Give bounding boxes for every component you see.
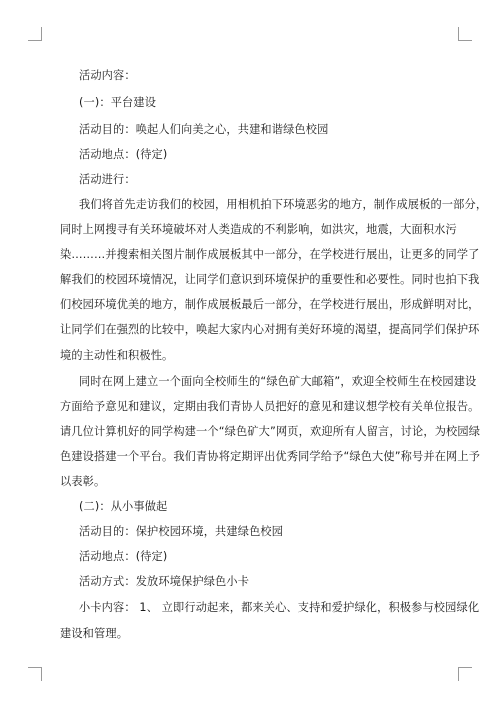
paragraph-2-line-3: 请几位计算机好的同学构建一个“绿色矿大”网页，欢迎所有人留言，讨论，为校园绿 (60, 425, 481, 438)
card-content-line-1: 小卡内容： 1、 立即行动起来，都来关心、支持和爱护绿化，积极参与校园绿化 (79, 601, 480, 614)
section-heading: 活动内容： (79, 69, 136, 82)
paragraph-2-line-2: 方面给予意见和建议，定期由我们青协人员把好的意见和建议想学校有关单位报告。 (60, 400, 480, 413)
crop-mark-bottom-right-v (458, 667, 459, 681)
crop-mark-top-left-v (41, 27, 42, 41)
paragraph-1-line-5: 们校园环境优美的地方，制作成展板最后一部分，在学校进行展出，形成鲜明对比， (60, 298, 480, 311)
paragraph-1-line-4: 解我们的校园环境情况，让同学们意识到环境保护的重要性和必要性。同时也拍下我 (60, 273, 480, 286)
crop-mark-top-right-v (458, 27, 459, 41)
paragraph-2-line-5: 以表彰。 (60, 475, 106, 488)
activity-location-1: 活动地点：(待定) (79, 148, 168, 161)
subsection-heading-2: (二)：从小事做起 (79, 500, 168, 513)
crop-mark-bottom-left-v (41, 667, 42, 681)
crop-mark-bottom-left-h (28, 667, 42, 668)
activity-purpose-2: 活动目的：保护校园环境，共建绿色校园 (79, 525, 284, 538)
crop-mark-top-left-h (28, 40, 42, 41)
paragraph-2-line-4: 色建设搭建一个平台。我们青协将定期评出优秀同学给予“绿色大使”称号并在网上予 (60, 450, 481, 463)
paragraph-1-line-6: 让同学们在强烈的比较中，唤起大家内心对拥有美好环境的渴望，提高同学们保护环 (60, 323, 480, 336)
paragraph-1-line-1: 我们将首先走访我们的校园，用相机拍下环境恶劣的地方，制作成展板的一部分， (79, 198, 488, 211)
subsection-heading-1: (一)：平台建设 (79, 96, 157, 109)
activity-progress-label: 活动进行： (79, 173, 136, 186)
card-content-line-2: 建设和管理。 (60, 627, 129, 640)
crop-mark-top-right-h (458, 40, 472, 41)
paragraph-1-line-2: 同时上网搜寻有关环境破坏对人类造成的不利影响，如洪灾，地震，大面积水污 (60, 223, 457, 236)
activity-method: 活动方式：发放环境保护绿色小卡 (79, 575, 250, 588)
activity-location-2: 活动地点：(待定) (79, 550, 168, 563)
paragraph-1-line-3: 染………并搜索相关图片制作成展板其中一部分，在学校进行展出，让更多的同学了 (60, 248, 480, 261)
paragraph-2-line-1: 同时在网上建立一个面向全校师生的“绿色矿大邮箱”，欢迎全校师生在校园建设 (79, 375, 477, 388)
crop-mark-bottom-right-h (458, 667, 472, 668)
paragraph-1-line-7: 境的主动性和积极性。 (60, 349, 174, 362)
activity-purpose-1: 活动目的：唤起人们向美之心，共建和谐绿色校园 (79, 123, 329, 136)
